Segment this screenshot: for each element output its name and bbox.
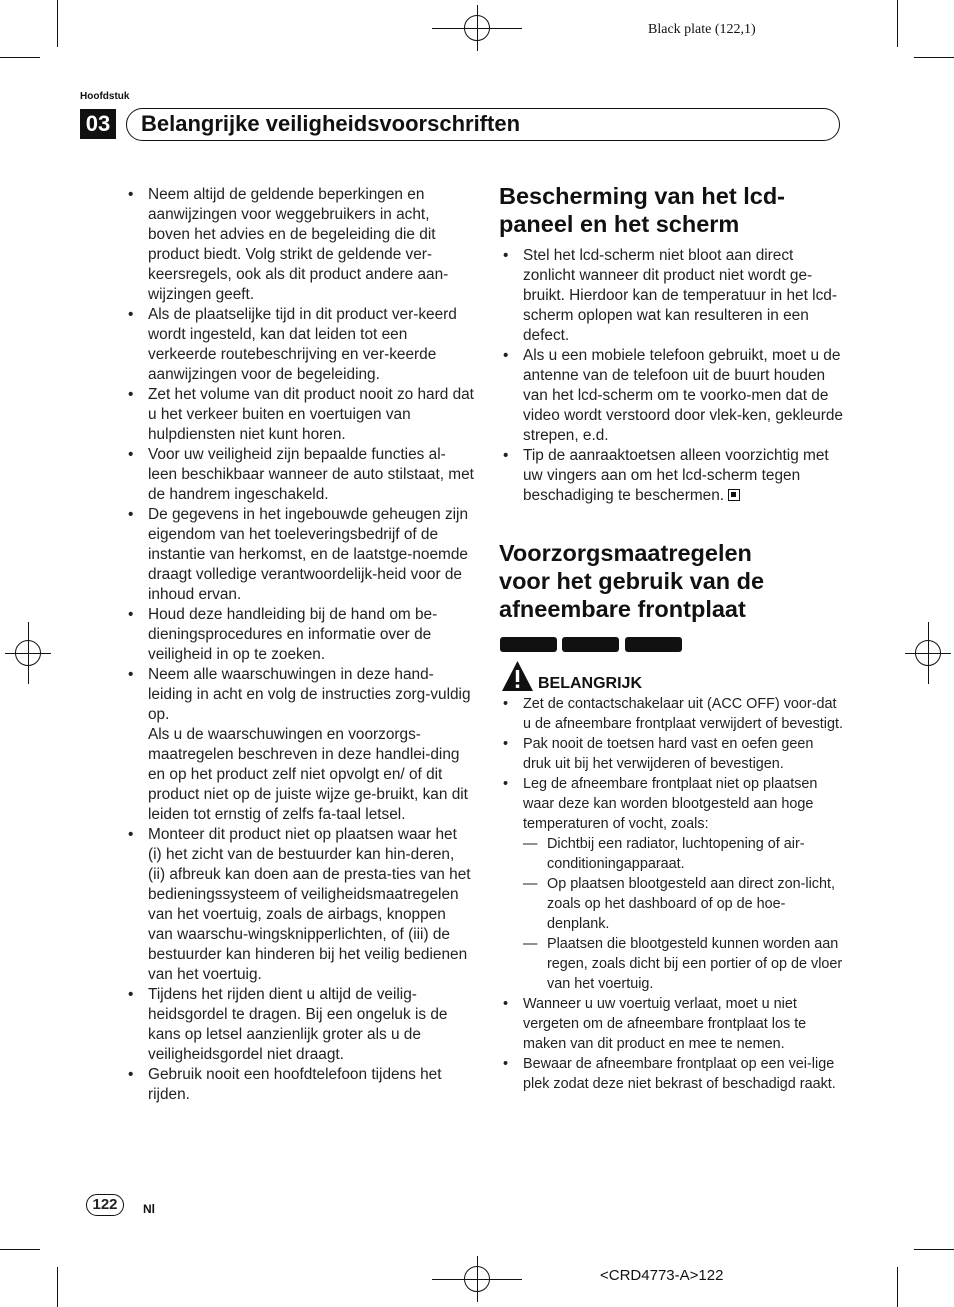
left-bullet-list bbox=[124, 185, 474, 1105]
bullet-icon: • bbox=[503, 347, 509, 364]
list-item bbox=[124, 605, 474, 665]
list-item-text: Leg de afneembare frontplaat niet op plaatsen waar deze kan worden blootgesteld aan hoge temperaturen of vocht, zoals: bbox=[523, 776, 818, 832]
list-item-text: Houd deze handleiding bij de hand om be-dieningsprocedures en informatie over de veiligheid in op te zoeken. bbox=[148, 606, 438, 663]
plate-label: Black plate (122,1) bbox=[648, 22, 756, 37]
crop-mark bbox=[928, 622, 929, 684]
list-item-text: Neem altijd de geldende beperkingen en aanwijzingen voor weggebruikers in acht, boven het advies en de begeleiding die dit product biedt. Volg strikt de geldende ver-keersregels, ook als dit product andere aan-wijzingen geeft. bbox=[148, 186, 449, 303]
section-frontplate-body bbox=[499, 694, 843, 1094]
bullet-icon: • bbox=[128, 386, 134, 403]
bullet-icon: • bbox=[503, 1056, 509, 1072]
sub-list-item-text: Op plaatsen blootgesteld aan direct zon-licht, zoals op het dashboard of op de hoe-denplank. bbox=[547, 876, 835, 932]
bullet-icon: • bbox=[503, 996, 509, 1012]
lcd-bullet-list bbox=[499, 246, 843, 506]
list-item bbox=[499, 1054, 843, 1094]
chapter-word: Hoofdstuk bbox=[80, 91, 130, 102]
model-tag-bar bbox=[625, 637, 682, 652]
bullet-icon: • bbox=[128, 606, 134, 623]
list-item-text: Zet het volume van dit product nooit zo hard dat u het verkeer buiten en voertuigen van hulpdiensten niet kunt horen. bbox=[148, 386, 474, 443]
heading-line: voor het gebruik van de bbox=[499, 568, 765, 594]
left-column bbox=[124, 185, 474, 1105]
dash-icon: — bbox=[523, 936, 538, 952]
crop-mark bbox=[0, 57, 40, 58]
section-lcd-body bbox=[499, 246, 843, 506]
crop-mark bbox=[897, 0, 898, 47]
list-item-text: Voor uw veiligheid zijn bepaalde functies al-leen beschikbaar wanneer de auto stilstaat, met de handrem ingeschakeld. bbox=[148, 446, 474, 503]
sub-list-container bbox=[499, 834, 843, 994]
chapter-number-badge: 03 bbox=[80, 109, 116, 139]
list-item-text: Neem alle waarschuwingen in deze hand-leiding in acht en volg de instructies zorg-vuldig op. Als u de waarschuwingen en voorzorgs-maatregelen beschreven in deze handlei-ding en op het product zelf niet opvolgt en/ of dit product niet op de juiste wijze ge-bruikt, kan dit leiden tot ernstig of zelfs fa-taal letsel. bbox=[148, 666, 471, 823]
bullet-icon: • bbox=[128, 826, 134, 843]
list-item-text: Tip de aanraaktoetsen alleen voorzichtig met uw vingers aan om het lcd-scherm tegen beschadiging te beschermen. bbox=[523, 447, 829, 504]
end-mark-icon bbox=[728, 489, 740, 501]
bullet-icon: • bbox=[503, 736, 509, 752]
list-item bbox=[124, 445, 474, 505]
frontplate-bullet-list bbox=[499, 694, 843, 1094]
list-item bbox=[124, 1065, 474, 1105]
dash-list bbox=[523, 834, 843, 994]
bullet-icon: • bbox=[128, 986, 134, 1003]
dash-icon: — bbox=[523, 876, 538, 892]
list-item bbox=[499, 446, 843, 506]
list-item bbox=[499, 346, 843, 446]
list-item bbox=[124, 985, 474, 1065]
list-item-text: Monteer dit product niet op plaatsen waar het (i) het zicht van de bestuurder kan hin-deren, (ii) afbreuk kan doen aan de presta-ties van het bedieningssysteem of veiligheidsmaatregelen van het voertuig, zoals de airbags, knoppen van waarschu-wingsknipperlichten, of (iii) de bestuurder kan hinderen bij het veilig bedienen van het voertuig. bbox=[148, 826, 471, 983]
list-item-text: Pak nooit de toetsen hard vast en oefen geen druk uit bij het verwijderen of bevestigen. bbox=[523, 736, 814, 772]
list-item-text: De gegevens in het ingebouwde geheugen zijn eigendom van het toeleveringsbedrijf of de instantie van herkomst, en de laatstge-noemde draagt volledige verantwoordelijk-heid voor de inhoud ervan. bbox=[148, 506, 469, 603]
bullet-icon: • bbox=[503, 776, 509, 792]
list-item bbox=[499, 694, 843, 734]
crop-mark bbox=[477, 1256, 478, 1302]
crop-mark bbox=[914, 57, 954, 58]
list-item-text: Bewaar de afneembare frontplaat op een vei-lige plek zodat deze niet bekrast of beschadigd raakt. bbox=[523, 1056, 836, 1092]
list-item bbox=[499, 774, 843, 834]
heading-line: afneembare frontplaat bbox=[499, 596, 746, 622]
bullet-icon: • bbox=[128, 446, 134, 463]
sub-list-item bbox=[523, 834, 843, 874]
language-label: Nl bbox=[143, 1202, 155, 1216]
list-item-text: Tijdens het rijden dient u altijd de veilig-heidsgordel te dragen. Bij een ongeluk is de kans op letsel aanzienlijk groter als u de veiligheidsgordel niet draagt. bbox=[148, 986, 448, 1063]
bullet-icon: • bbox=[128, 506, 134, 523]
crop-mark bbox=[28, 622, 29, 684]
warning-triangle-icon bbox=[501, 660, 534, 692]
section-heading-frontplate bbox=[499, 539, 859, 623]
bullet-icon: • bbox=[128, 666, 134, 683]
bullet-icon: • bbox=[128, 1066, 134, 1083]
crop-mark bbox=[914, 1249, 954, 1250]
list-item bbox=[499, 734, 843, 774]
list-item bbox=[124, 665, 474, 825]
bullet-icon: • bbox=[128, 306, 134, 323]
list-item bbox=[499, 246, 843, 346]
important-label: BELANGRIJK bbox=[538, 675, 643, 692]
sub-list-item bbox=[523, 874, 843, 934]
list-item bbox=[124, 185, 474, 305]
sub-list-item bbox=[523, 934, 843, 994]
list-item bbox=[124, 305, 474, 385]
crop-mark bbox=[477, 5, 478, 51]
section-heading-lcd bbox=[499, 182, 859, 238]
list-item-text: Wanneer u uw voertuig verlaat, moet u niet vergeten om de afneembare frontplaat los te maken van dit product en mee te nemen. bbox=[523, 996, 807, 1052]
chapter-title: Belangrijke veiligheidsvoorschriften bbox=[141, 111, 521, 136]
sub-list-item-text: Dichtbij een radiator, luchtopening of air-conditioningapparaat. bbox=[547, 836, 805, 872]
heading-line: Voorzorgsmaatregelen bbox=[499, 540, 752, 566]
bullet-icon: • bbox=[503, 247, 509, 264]
list-item bbox=[499, 994, 843, 1054]
page-number-badge: 122 bbox=[86, 1194, 124, 1216]
list-item-text: Gebruik nooit een hoofdtelefoon tijdens het rijden. bbox=[148, 1066, 442, 1103]
bullet-icon: • bbox=[128, 186, 134, 203]
heading-line: Bescherming van het lcd- bbox=[499, 183, 785, 209]
list-item-text: Zet de contactschakelaar uit (ACC OFF) voor-dat u de afneembare frontplaat verwijdert of bevestigt. bbox=[523, 696, 843, 732]
heading-line: paneel en het scherm bbox=[499, 211, 740, 237]
crop-mark bbox=[897, 1267, 898, 1307]
dash-icon: — bbox=[523, 836, 538, 852]
document-code: <CRD4773-A>122 bbox=[600, 1267, 724, 1284]
sub-list-item-text: Plaatsen die blootgesteld kunnen worden aan regen, zoals dicht bij een portier of op de vloer van het voertuig. bbox=[547, 936, 843, 992]
list-item bbox=[124, 385, 474, 445]
list-item-text: Stel het lcd-scherm niet bloot aan direct zonlicht wanneer dit product niet wordt ge-bruikt. Hierdoor kan de temperatuur in het lcd-scherm oplopen wat kan resulteren in een defect. bbox=[523, 247, 837, 344]
model-tag-bar bbox=[500, 637, 557, 652]
list-item bbox=[124, 825, 474, 985]
crop-mark bbox=[57, 1267, 58, 1307]
model-tag-bar bbox=[562, 637, 619, 652]
bullet-icon: • bbox=[503, 447, 509, 464]
bullet-icon: • bbox=[503, 696, 509, 712]
crop-mark bbox=[0, 1249, 40, 1250]
list-item-text: Als u een mobiele telefoon gebruikt, moet u de antenne van de telefoon uit de buurt houden van het lcd-scherm om te voorko-men dat de video wordt verstoord door vlek-ken, gekleurde strepen, e.d. bbox=[523, 347, 843, 444]
crop-mark bbox=[57, 0, 58, 47]
list-item-text: Als de plaatselijke tijd in dit product ver-keerd wordt ingesteld, kan dat leiden tot een verkeerde routebeschrijving en ver-keerde aanwijzingen voor de begeleiding. bbox=[148, 306, 457, 383]
list-item bbox=[124, 505, 474, 605]
